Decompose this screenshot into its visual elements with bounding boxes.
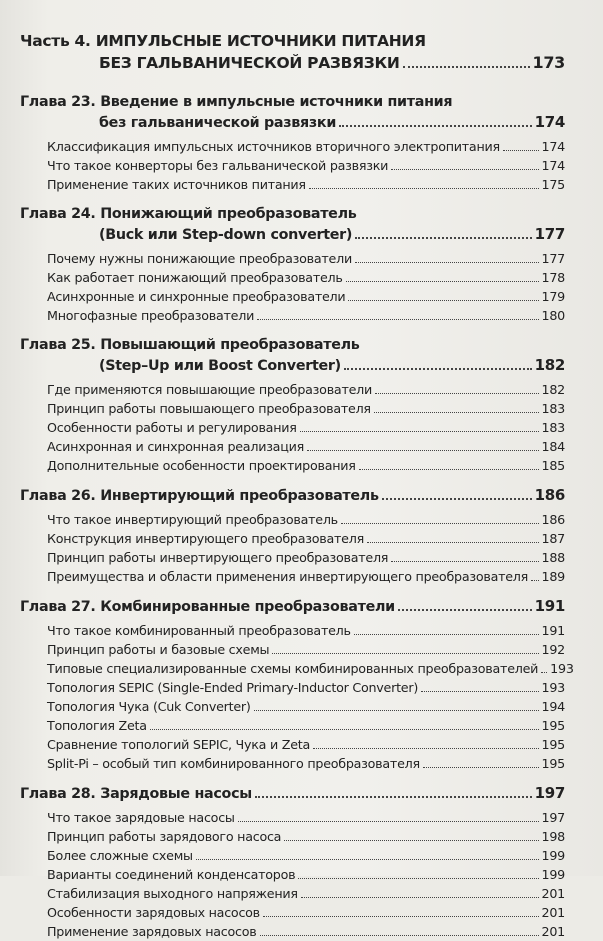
dot-leader	[313, 748, 539, 749]
section-list	[20, 380, 565, 475]
dot-leader	[355, 237, 531, 239]
section-page-number: 192	[541, 642, 565, 657]
section-page-number: 195	[541, 737, 565, 752]
section-page-number: 185	[541, 458, 565, 473]
section-page-number: 197	[541, 810, 565, 825]
dot-leader	[398, 609, 532, 611]
toc-entry[interactable]	[47, 846, 565, 865]
dot-leader	[196, 859, 539, 860]
section-page-number: 201	[541, 924, 565, 939]
dot-leader	[344, 368, 532, 370]
toc-entry[interactable]	[47, 716, 565, 735]
section-title: Сравнение топологий SEPIC, Чука и Zeta	[47, 737, 311, 752]
toc-entry[interactable]	[47, 510, 565, 529]
section-page-number: 175	[541, 177, 565, 192]
section-page-number: 184	[541, 439, 565, 454]
chapter-title-row[interactable]	[20, 224, 565, 245]
chapter-title-line2: (Buck или Step-down converter)	[99, 227, 353, 243]
section-title: Принцип работы зарядового насоса	[47, 829, 282, 844]
section-title: Где применяются повышающие преобразователи	[47, 382, 372, 397]
section-page-number: 201	[541, 886, 565, 901]
toc-entry[interactable]	[47, 697, 565, 716]
chapter-title-row[interactable]	[20, 596, 565, 617]
part-title	[20, 30, 565, 52]
section-title: Более сложные схемы	[47, 848, 193, 863]
section-title: Принцип работы и базовые схемы	[47, 642, 270, 657]
toc-entry[interactable]	[47, 621, 565, 640]
section-title: Что такое конверторы без гальванической развязки	[47, 158, 389, 173]
dot-leader	[298, 878, 538, 879]
dot-leader	[255, 796, 532, 798]
section-title: Применение зарядовых насосов	[47, 924, 257, 939]
section-page-number: 174	[541, 158, 565, 173]
section-page-number: 194	[541, 699, 565, 714]
section-title: Split-Pi – особый тип комбинированного преобразователя	[47, 756, 420, 771]
toc-entry[interactable]	[47, 548, 565, 567]
chapter	[20, 783, 565, 941]
chapter-page-number: 182	[534, 356, 565, 374]
chapter	[20, 335, 565, 475]
chapter-title-line2: (Step–Up или Boost Converter)	[99, 358, 341, 374]
dot-leader	[355, 262, 539, 263]
dot-leader	[391, 561, 538, 562]
dot-leader	[307, 450, 539, 451]
section-list	[20, 808, 565, 941]
dot-leader	[541, 672, 547, 673]
part-title-line1: Часть 4. ИМПУЛЬСНЫЕ ИСТОЧНИКИ ПИТАНИЯ	[20, 32, 426, 50]
dot-leader	[263, 916, 539, 917]
toc-entry[interactable]	[47, 754, 565, 773]
section-page-number: 182	[541, 382, 565, 397]
toc-entry[interactable]	[47, 137, 565, 156]
section-title: Почему нужны понижающие преобразователи	[47, 251, 352, 266]
section-title: Дополнительные особенности проектирования	[47, 458, 356, 473]
section-page-number: 186	[541, 512, 565, 527]
chapter-page-number: 174	[534, 113, 565, 131]
dot-leader	[359, 469, 539, 470]
dot-leader	[260, 935, 539, 936]
section-page-number: 188	[541, 550, 565, 565]
dot-leader	[348, 300, 538, 301]
section-page-number: 183	[541, 420, 565, 435]
section-title: Топология Чука (Cuk Converter)	[47, 699, 251, 714]
section-page-number: 189	[541, 569, 565, 584]
section-page-number: 199	[541, 867, 565, 882]
dot-leader	[300, 431, 539, 432]
chapter	[20, 204, 565, 325]
dot-leader	[339, 125, 532, 127]
toc-entry[interactable]	[47, 399, 565, 418]
chapter-page-number: 186	[534, 486, 565, 504]
dot-leader	[238, 821, 539, 822]
section-title: Асинхронные и синхронные преобразователи	[47, 289, 346, 304]
part-title-line2: БЕЗ ГАЛЬВАНИЧЕСКОЙ РАЗВЯЗКИ	[99, 54, 400, 72]
dot-leader	[391, 169, 538, 170]
section-title: Принцип работы инвертирующего преобразователя	[47, 550, 389, 565]
dot-leader	[301, 897, 539, 898]
toc-entry[interactable]	[47, 418, 565, 437]
toc-entry[interactable]	[47, 678, 565, 697]
dot-leader	[374, 412, 539, 413]
section-title: Асинхронная и синхронная реализация	[47, 439, 304, 454]
chapter-list	[20, 92, 574, 941]
chapter-title-row[interactable]	[20, 355, 565, 376]
dot-leader	[309, 188, 539, 189]
table-of-contents	[20, 30, 574, 941]
section-page-number: 198	[541, 829, 565, 844]
toc-entry[interactable]	[47, 884, 565, 903]
toc-entry[interactable]	[47, 437, 565, 456]
chapter-title-line2: без гальванической развязки	[99, 115, 337, 131]
section-page-number: 174	[541, 139, 565, 154]
section-title: Применение таких источников питания	[47, 177, 306, 192]
toc-entry[interactable]	[47, 268, 565, 287]
dot-leader	[272, 653, 538, 654]
toc-entry[interactable]	[47, 827, 565, 846]
section-title: Топология SEPIC (Single-Ended Primary-Inductor Converter)	[47, 680, 419, 695]
toc-entry[interactable]	[47, 659, 574, 678]
chapter-title-row[interactable]	[20, 485, 565, 506]
chapter-page-number: 191	[534, 597, 565, 615]
chapter	[20, 596, 574, 773]
toc-entry[interactable]	[47, 249, 565, 268]
dot-leader	[354, 634, 539, 635]
dot-leader	[423, 767, 539, 768]
dot-leader	[421, 691, 539, 692]
toc-entry[interactable]	[47, 735, 565, 754]
chapter-title-row[interactable]	[20, 783, 565, 804]
toc-entry[interactable]	[47, 903, 565, 922]
dot-leader	[403, 66, 530, 68]
section-page-number: 201	[541, 905, 565, 920]
section-title: Что такое комбинированный преобразователь	[47, 623, 351, 638]
toc-entry[interactable]	[47, 567, 565, 586]
dot-leader	[346, 281, 539, 282]
part-page-number: 173	[532, 53, 565, 72]
section-page-number: 193	[541, 680, 565, 695]
dot-leader	[257, 319, 538, 320]
section-list	[20, 249, 565, 325]
part-title-row	[20, 52, 565, 74]
section-title: Многофазные преобразователи	[47, 308, 255, 323]
toc-entry[interactable]	[47, 175, 565, 194]
section-page-number: 187	[541, 531, 565, 546]
toc-entry[interactable]	[47, 306, 565, 325]
section-page-number: 183	[541, 401, 565, 416]
toc-entry[interactable]	[47, 156, 565, 175]
section-page-number: 195	[541, 718, 565, 733]
toc-entry[interactable]	[47, 380, 565, 399]
section-title: Как работает понижающий преобразователь	[47, 270, 343, 285]
dot-leader	[382, 498, 532, 500]
section-title: Что такое инвертирующий преобразователь	[47, 512, 338, 527]
section-title: Классификация импульсных источников вторичного электропитания	[47, 139, 500, 154]
section-page-number: 177	[541, 251, 565, 266]
section-title: Особенности зарядовых насосов	[47, 905, 260, 920]
section-title: Конструкция инвертирующего преобразователя	[47, 531, 364, 546]
section-page-number: 191	[541, 623, 565, 638]
toc-entry[interactable]	[47, 922, 565, 941]
section-title: Типовые специализированные схемы комбинированных преобразователей	[47, 661, 539, 676]
dot-leader	[284, 840, 538, 841]
section-page-number: 179	[541, 289, 565, 304]
section-list	[20, 510, 565, 586]
section-title: Варианты соединений конденсаторов	[47, 867, 296, 882]
chapter-title-line1[interactable]: Глава 23. Введение в импульсные источники питания	[20, 94, 453, 110]
chapter-title: Глава 26. Инвертирующий преобразователь	[20, 488, 379, 504]
toc-entry[interactable]	[47, 808, 565, 827]
toc-entry[interactable]	[47, 865, 565, 884]
section-title: Принцип работы повышающего преобразователя	[47, 401, 371, 416]
chapter-page-number: 197	[534, 784, 565, 802]
section-list	[20, 621, 574, 773]
section-page-number: 178	[541, 270, 565, 285]
section-title: Топология Zeta	[47, 718, 147, 733]
section-list	[20, 137, 565, 194]
dot-leader	[341, 523, 539, 524]
chapter-title-line1[interactable]: Глава 25. Повышающий преобразователь	[20, 337, 360, 353]
section-page-number: 199	[541, 848, 565, 863]
section-title: Особенности работы и регулирования	[47, 420, 297, 435]
chapter-title-line1[interactable]: Глава 24. Понижающий преобразователь	[20, 206, 357, 222]
section-page-number: 195	[541, 756, 565, 771]
toc-entry[interactable]	[47, 456, 565, 475]
toc-entry[interactable]	[47, 529, 565, 548]
section-page-number: 180	[541, 308, 565, 323]
chapter-title: Глава 27. Комбинированные преобразователи	[20, 599, 395, 615]
dot-leader	[531, 580, 538, 581]
chapter-title: Глава 28. Зарядовые насосы	[20, 786, 252, 802]
chapter	[20, 485, 565, 586]
dot-leader	[150, 729, 539, 730]
chapter	[20, 92, 565, 194]
section-title: Стабилизация выходного напряжения	[47, 886, 298, 901]
section-page-number: 193	[550, 661, 574, 676]
dot-leader	[367, 542, 539, 543]
dot-leader	[375, 393, 539, 394]
chapter-title-row[interactable]	[20, 112, 565, 133]
section-title: Что такое зарядовые насосы	[47, 810, 235, 825]
dot-leader	[254, 710, 539, 711]
toc-entry[interactable]	[47, 287, 565, 306]
dot-leader	[503, 150, 539, 151]
section-title: Преимущества и области применения инвертирующего преобразователя	[47, 569, 529, 584]
chapter-page-number: 177	[534, 225, 565, 243]
toc-entry[interactable]	[47, 640, 565, 659]
